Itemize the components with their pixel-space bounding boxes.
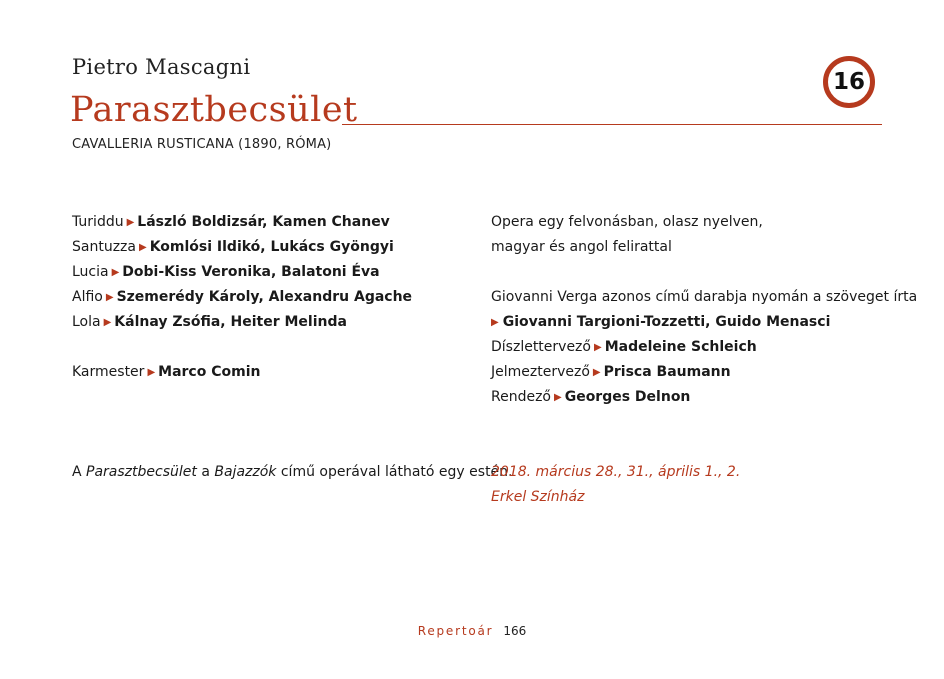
performer-names: Kálnay Zsófia, Heiter Melinda xyxy=(114,314,347,330)
cast-row xyxy=(72,260,462,285)
libretto-intro: Giovanni Verga azonos című darabja nyomán a szöveget írta xyxy=(491,289,918,305)
triangle-right-icon: ▶ xyxy=(103,317,112,328)
footer-section: Repertoár xyxy=(417,624,494,638)
triangle-right-icon: ▶ xyxy=(554,392,562,403)
info-line: Opera egy felvonásban, olasz nyelven, xyxy=(491,214,763,230)
triangle-right-icon: ▶ xyxy=(111,267,120,278)
info-column xyxy=(491,210,918,410)
triangle-right-icon: ▶ xyxy=(491,317,499,328)
role-label: Lucia xyxy=(72,264,109,280)
note-text: a xyxy=(196,464,215,480)
creative-name: Madeleine Schleich xyxy=(604,339,757,355)
performance-info xyxy=(491,460,740,510)
cast-column xyxy=(72,210,462,385)
role-label: Alfio xyxy=(72,289,103,305)
performer-names: Komlósi Ildikó, Lukács Gyöngyi xyxy=(149,239,394,255)
cast-row xyxy=(72,310,462,335)
creative-name: Georges Delnon xyxy=(564,389,691,405)
role-label: Lola xyxy=(72,314,101,330)
triangle-right-icon: ▶ xyxy=(592,367,601,378)
opera-title: Parasztbecsület xyxy=(70,90,358,130)
work-title: Bajazzók xyxy=(214,464,277,480)
triangle-right-icon: ▶ xyxy=(105,292,114,303)
creative-row xyxy=(491,335,911,360)
performance-venue: Erkel Színház xyxy=(491,489,585,505)
triangle-right-icon: ▶ xyxy=(593,342,602,353)
triangle-right-icon: ▶ xyxy=(147,367,156,378)
performance-dates: 2018. március 28., 31., április 1., 2. xyxy=(491,464,741,480)
creative-row xyxy=(491,385,911,410)
page-number: 166 xyxy=(503,624,527,638)
cast-row xyxy=(72,210,462,235)
note-text: A xyxy=(72,464,87,480)
age-rating-badge: 16 xyxy=(823,56,875,108)
opera-subtitle: CAVALLERIA RUSTICANA (1890, RÓMA) xyxy=(72,137,332,152)
librettist-names: Giovanni Targioni-Tozzetti, Guido Menasci xyxy=(502,314,831,330)
role-label: Turiddu xyxy=(72,214,124,230)
creative-row xyxy=(491,360,911,385)
page-footer xyxy=(0,624,944,638)
role-label: Díszlettervező xyxy=(491,339,591,355)
cast-row xyxy=(72,235,462,260)
title-rule xyxy=(342,124,882,125)
creative-name: Prisca Baumann xyxy=(603,364,731,380)
composer-name: Pietro Mascagni xyxy=(72,55,251,79)
performer-names: Szemerédy Károly, Alexandru Agache xyxy=(116,289,413,305)
role-label: Karmester xyxy=(72,364,145,380)
spacer xyxy=(72,335,462,360)
info-line: magyar és angol felirattal xyxy=(491,239,672,255)
role-label: Rendező xyxy=(491,389,551,405)
triangle-right-icon: ▶ xyxy=(126,217,135,228)
cast-row xyxy=(72,285,462,310)
title-row xyxy=(70,90,882,136)
performer-names: Dobi-Kiss Veronika, Balatoni Éva xyxy=(122,264,380,280)
triangle-right-icon: ▶ xyxy=(138,242,147,253)
role-label: Jelmeztervező xyxy=(491,364,590,380)
program-note xyxy=(72,460,513,485)
spacer xyxy=(491,260,911,285)
conductor-row xyxy=(72,360,462,385)
note-text: című operával látható egy estén. xyxy=(276,464,513,480)
librettists-row xyxy=(491,310,911,335)
role-label: Santuzza xyxy=(72,239,136,255)
performer-names: László Boldizsár, Kamen Chanev xyxy=(137,214,390,230)
conductor-name: Marco Comin xyxy=(158,364,261,380)
work-title: Parasztbecsület xyxy=(86,464,197,480)
